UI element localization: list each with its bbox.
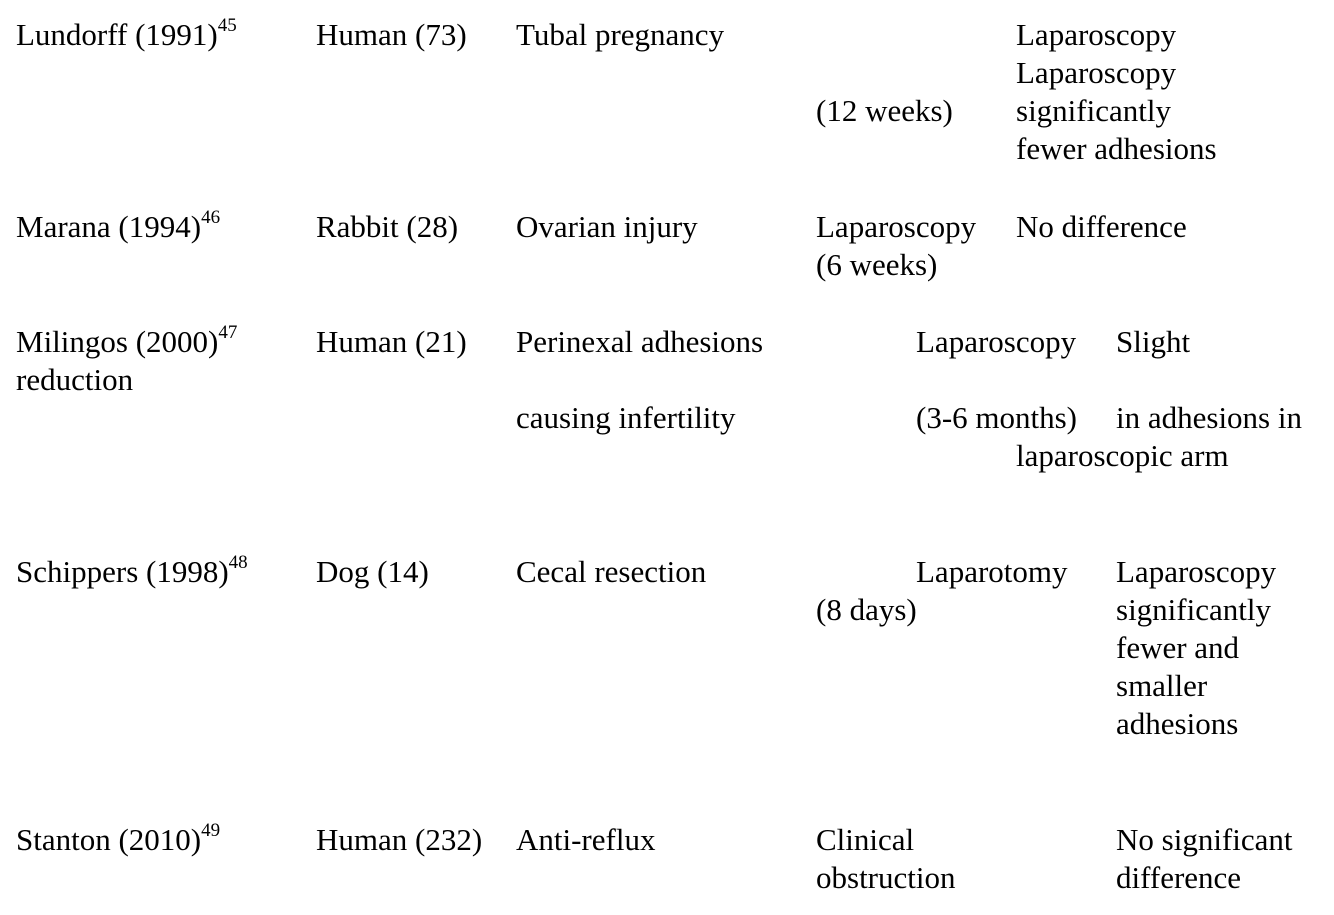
result-line: in adhesions in (1116, 400, 1302, 435)
model-line: Perinexal adhesions (516, 324, 764, 359)
result-line: difference (1116, 860, 1242, 895)
subject-cell: Human (73) (316, 17, 467, 52)
second-look-line: Laparotomy (916, 554, 1068, 589)
result-line: Laparoscopy (1016, 55, 1177, 90)
second-look-line: obstruction (816, 860, 956, 895)
reference-number: 48 (228, 551, 248, 573)
reference-number: 46 (201, 206, 221, 228)
model-cell: Anti-reflux (516, 822, 656, 857)
result-line: fewer adhesions (1016, 131, 1217, 166)
result-line: fewer and (1116, 630, 1240, 665)
second-look-line: (8 days) (816, 592, 917, 627)
result-line: No significant (1116, 822, 1293, 857)
wrapped-text: reduction (16, 362, 134, 397)
result-line: significantly (1016, 93, 1171, 128)
result-line: adhesions (1116, 706, 1239, 741)
study-author: Stanton $(2010)^{49}$ (16, 819, 221, 857)
second-look-line: Laparoscopy (816, 209, 977, 244)
model-cell: Ovarian injury (516, 209, 698, 244)
study-author: Schippers $(1998)^{48}$ (16, 551, 248, 589)
second-look-line: Clinical (816, 822, 915, 857)
result-line: Laparoscopy (1016, 17, 1177, 52)
subject-cell: Dog (14) (316, 554, 429, 589)
second-look-line: (3-6 months) (916, 400, 1078, 435)
study-author: Milingos $(2000)^{47}$ (16, 321, 238, 359)
model-line: causing infertility (516, 400, 736, 435)
result-line: significantly (1116, 592, 1271, 627)
second-look-cell: (12 weeks) (816, 93, 953, 128)
second-look-line: (6 weeks) (816, 247, 938, 282)
result-line: smaller (1116, 668, 1208, 703)
result-line: laparoscopic arm (1016, 438, 1229, 473)
model-cell: Cecal resection (516, 554, 707, 589)
reference-number: 47 (218, 321, 238, 343)
study-author: Lundorff $(1991)^{45}$ (16, 14, 237, 52)
second-look-line: Laparoscopy (916, 324, 1077, 359)
reference-number: 49 (201, 819, 221, 841)
result-cell: No difference (1016, 209, 1187, 244)
subject-cell: Human (21) (316, 324, 467, 359)
result-line: Laparoscopy (1116, 554, 1277, 589)
result-line: Slight (1116, 324, 1191, 359)
model-cell: Tubal pregnancy (516, 17, 725, 52)
study-author: Marana $(1994)^{46}$ (16, 206, 221, 244)
reference-number: 45 (217, 14, 237, 36)
subject-cell: Rabbit (28) (316, 209, 459, 244)
subject-cell: Human (232) (316, 822, 483, 857)
